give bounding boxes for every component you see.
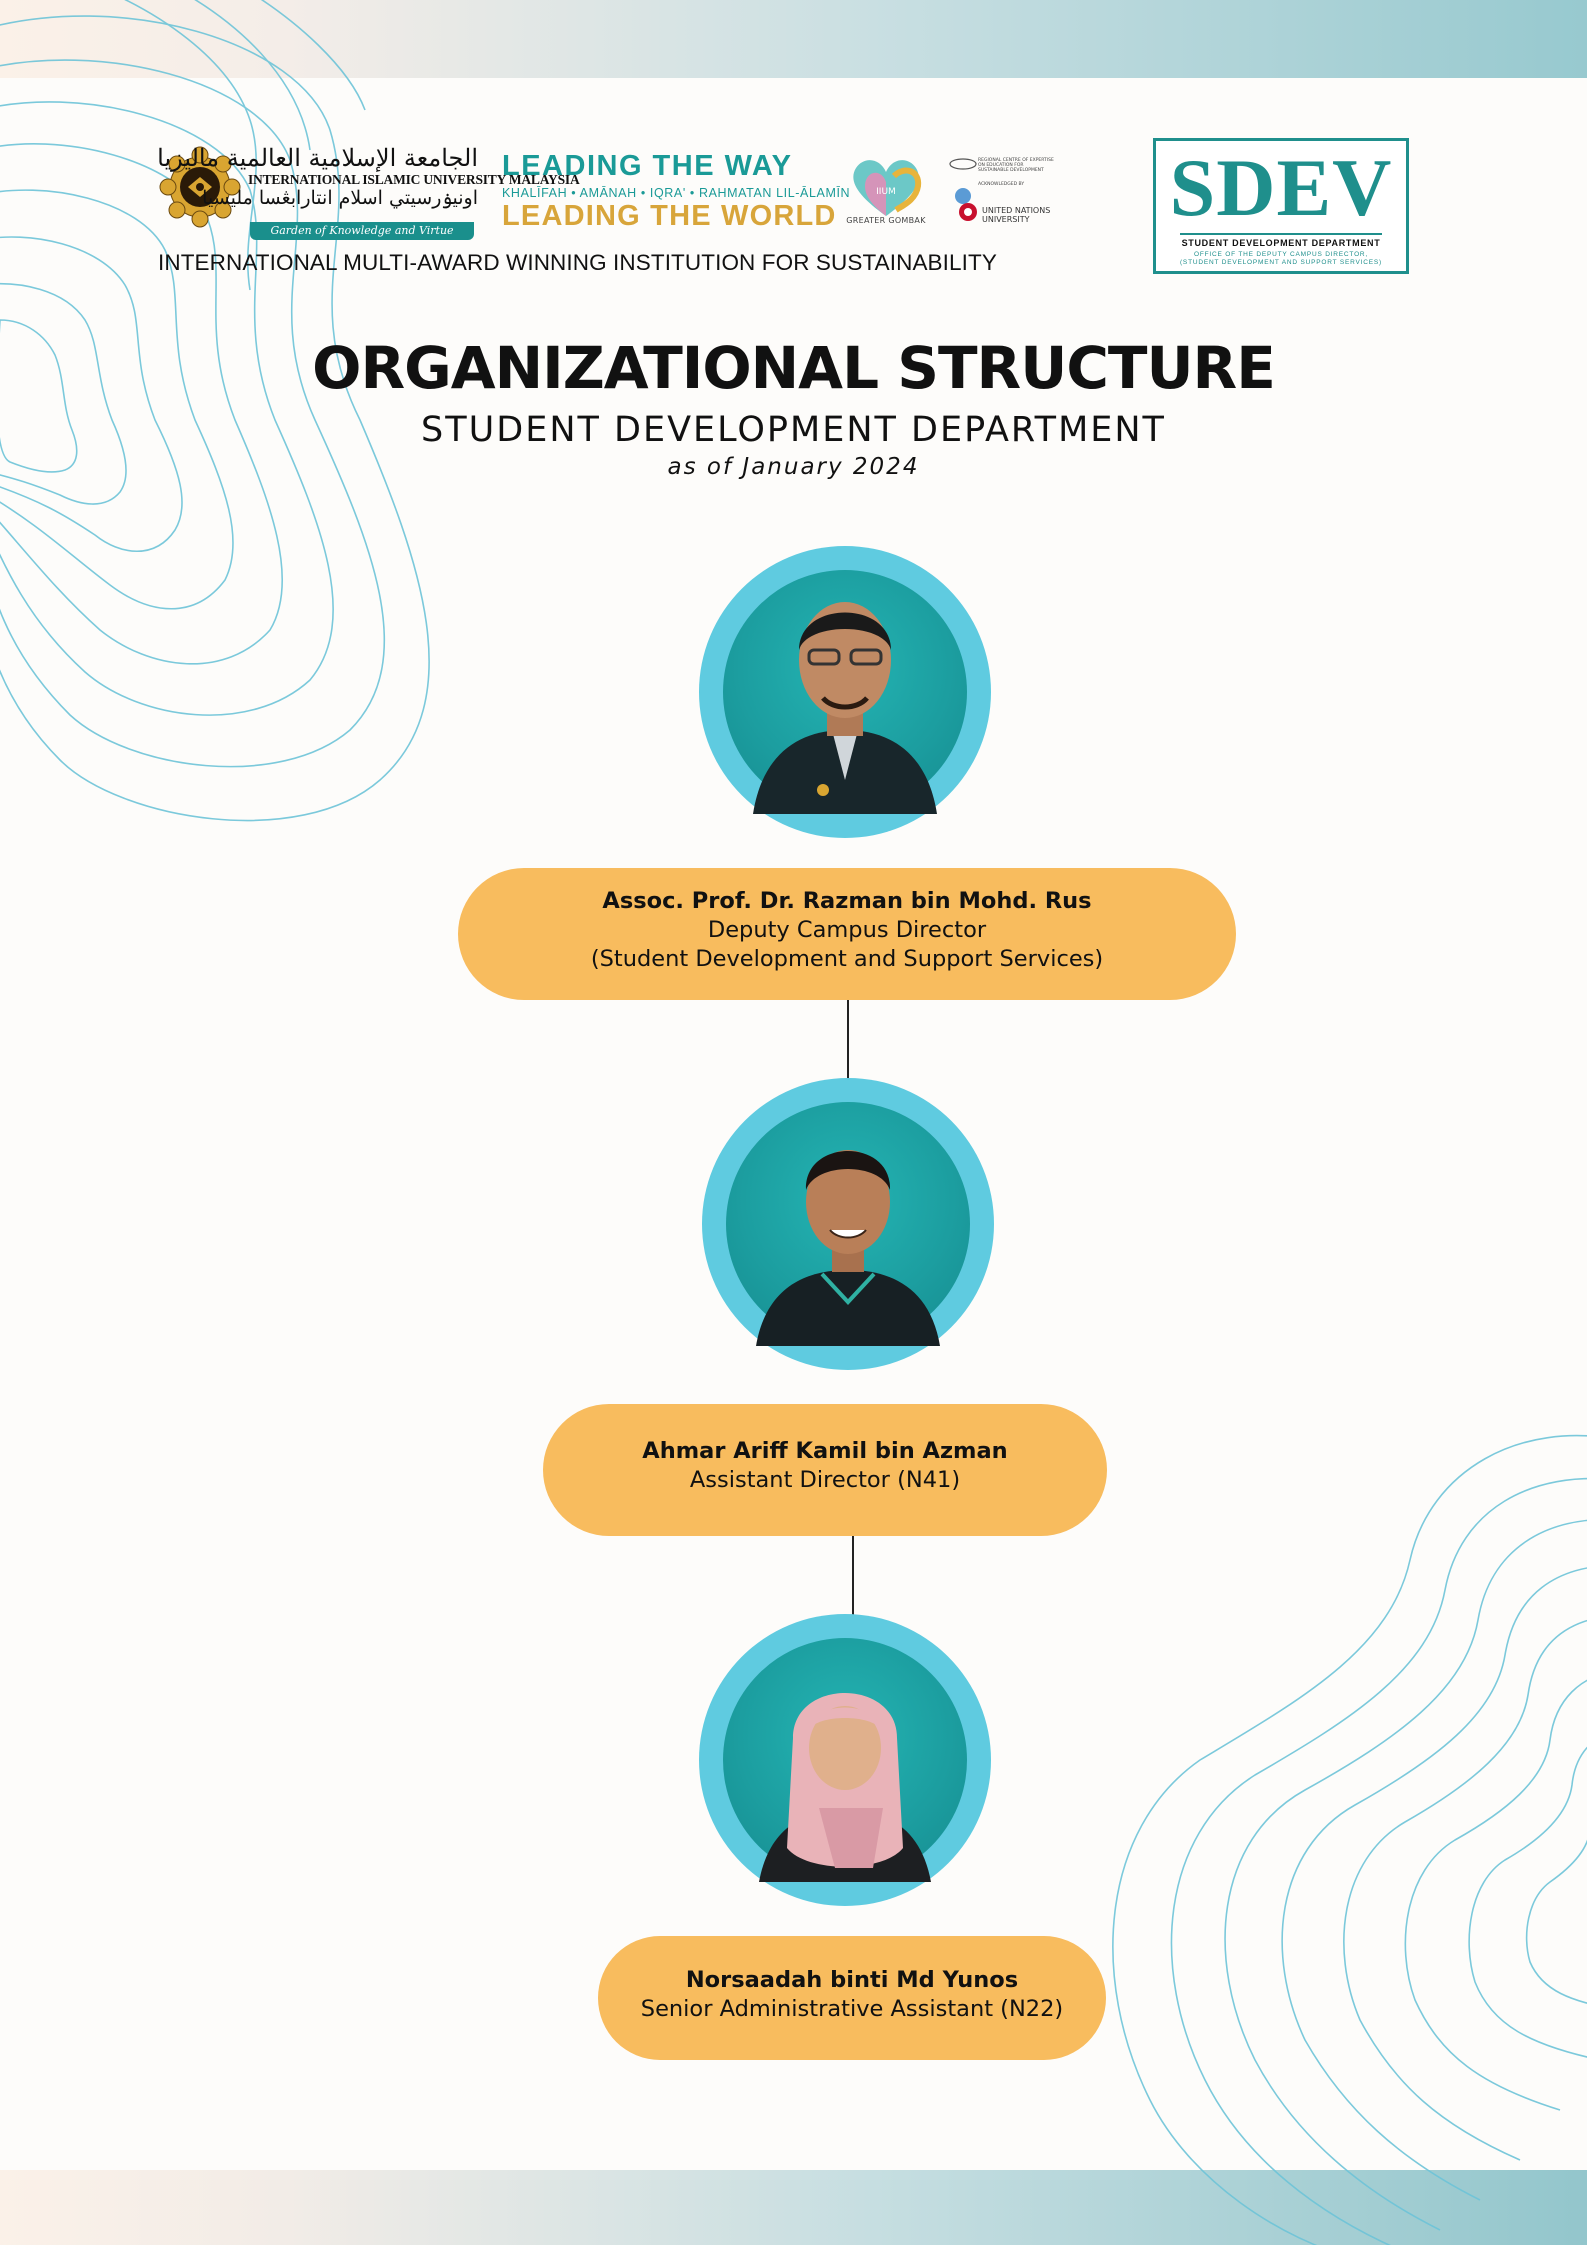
person-1-portrait xyxy=(723,570,967,814)
core-values-text: KHALĪFAH • AMĀNAH • IQRA' • RAHMATAN LIL-ĀLAMĪN xyxy=(502,186,851,200)
member-card-1 xyxy=(458,868,1236,1000)
sdev-logo-box xyxy=(1153,138,1409,274)
member-card-3 xyxy=(598,1936,1106,2060)
acknowledged-by-caption: ACKNOWLEDGED BY xyxy=(978,182,1025,187)
member-2-role-line1: Assistant Director (N41) xyxy=(689,1467,961,1493)
gg-badge-text: IIUM xyxy=(876,187,896,197)
award-tagline: INTERNATIONAL MULTI-AWARD WINNING INSTITUTION FOR SUSTAINABILITY xyxy=(158,250,997,275)
rce-caption: REGIONAL CENTRE OF EXPERTISE ON EDUCATION FOR SUSTAINABLE DEVELOPMENT xyxy=(978,158,1054,173)
unu-caption: UNITED NATIONS UNIVERSITY xyxy=(982,206,1051,224)
rce-fish-icon xyxy=(950,159,976,169)
connector-line-2 xyxy=(852,1536,854,1616)
member-3-name: Norsaadah binti Md Yunos xyxy=(685,1967,1019,1993)
person-2-portrait xyxy=(726,1102,970,1346)
member-1-role-line1: Deputy Campus Director xyxy=(707,917,987,943)
leading-the-world-text: LEADING THE WORLD xyxy=(502,200,837,232)
member-2-name: Ahmar Ariff Kamil bin Azman xyxy=(642,1438,1008,1464)
unu-rce-logos xyxy=(948,156,1078,236)
page-subtitle: STUDENT DEVELOPMENT DEPARTMENT xyxy=(421,410,1166,450)
sdev-logo-text: SDEV xyxy=(1169,142,1393,233)
member-1-role-line2: (Student Development and Support Services) xyxy=(590,946,1104,972)
iium-tagline: Garden of Knowledge and Virtue xyxy=(250,222,474,240)
unu-rce-icons xyxy=(948,156,978,236)
person-3-portrait xyxy=(723,1638,967,1882)
iium-jawi-name: اونيۏرسيتي اسلام انتارابڠسا مليسيا xyxy=(202,187,478,209)
iium-english-name: INTERNATIONAL ISLAMIC UNIVERSITY MALAYSIA xyxy=(248,172,580,187)
member-card-2 xyxy=(543,1404,1107,1536)
greater-gombak-heart-logo xyxy=(848,156,924,222)
member-photo-3 xyxy=(699,1614,991,1906)
un-globe-icon xyxy=(955,188,971,204)
iium-arabic-name: الجامعة الإسلامية العالمية ماليزيا xyxy=(157,144,478,172)
header-logos xyxy=(0,0,1587,300)
as-of-date: as of January 2024 xyxy=(667,454,920,480)
member-1-name: Assoc. Prof. Dr. Razman bin Mohd. Rus xyxy=(602,888,1092,914)
connector-line-1 xyxy=(847,1000,849,1078)
sdev-office-line2: (STUDENT DEVELOPMENT AND SUPPORT SERVICES) xyxy=(1179,259,1383,266)
member-photo-2 xyxy=(702,1078,994,1370)
member-3-role-line1: Senior Administrative Assistant (N22) xyxy=(640,1996,1064,2022)
contour-bottom-right xyxy=(1113,1436,1587,2245)
page-title: ORGANIZATIONAL STRUCTURE xyxy=(312,334,1275,402)
sdev-office-line1: OFFICE OF THE DEPUTY CAMPUS DIRECTOR, xyxy=(1193,251,1369,258)
greater-gombak-label: GREATER GOMBAK xyxy=(846,216,926,225)
member-photo-1 xyxy=(699,546,991,838)
sdev-department-name: STUDENT DEVELOPMENT DEPARTMENT xyxy=(1181,238,1381,248)
sdev-office-caption xyxy=(1156,251,1406,267)
leading-the-way-text: LEADING THE WAY xyxy=(502,150,793,182)
sdev-divider xyxy=(1180,233,1382,235)
